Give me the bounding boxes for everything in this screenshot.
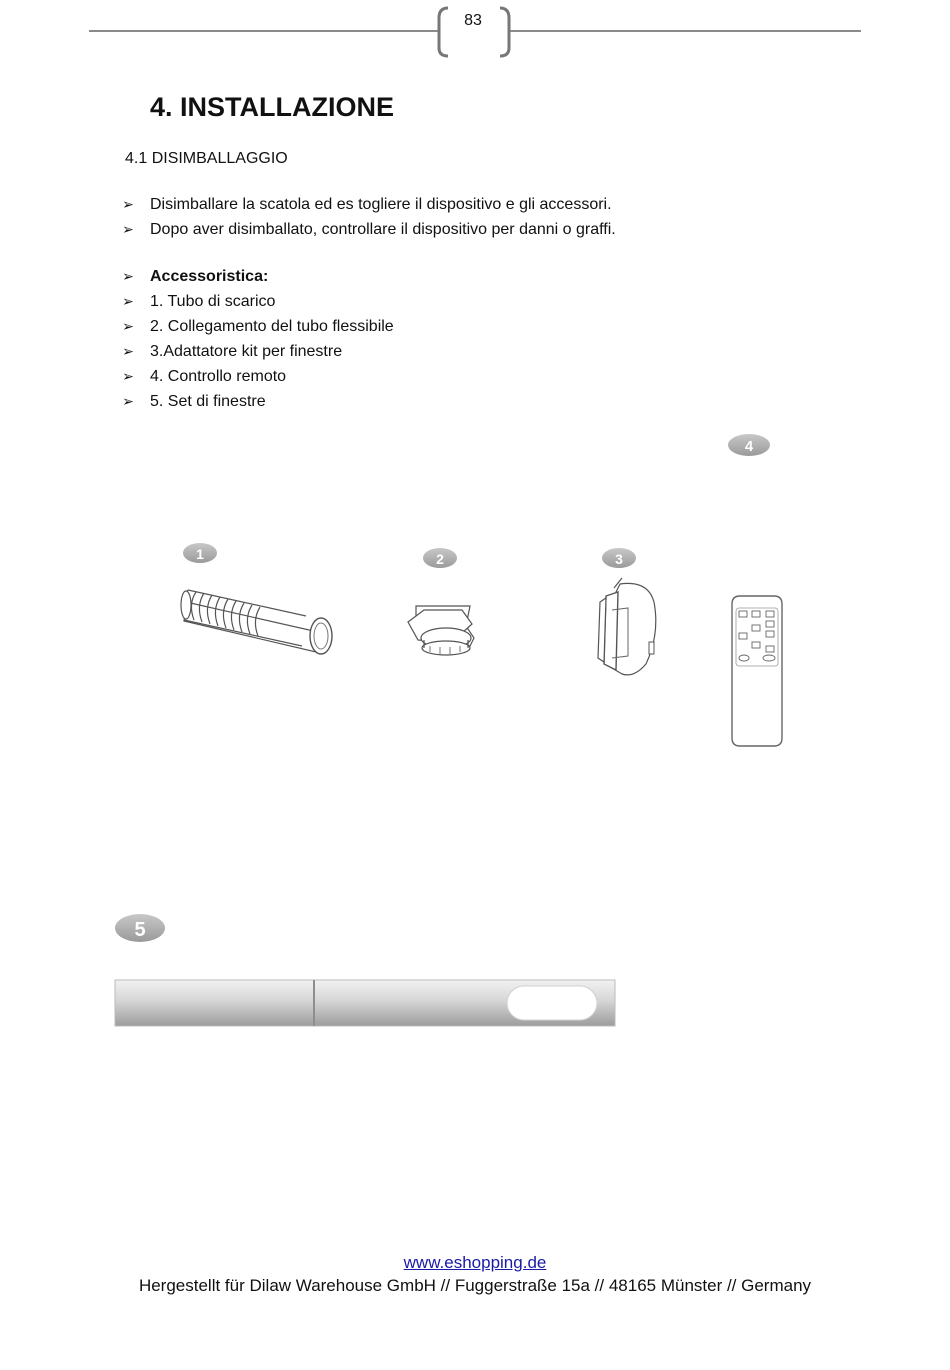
accessories-illustration xyxy=(0,420,950,1060)
arrow-bullet-icon: ➢ xyxy=(122,343,134,359)
badge-1 xyxy=(183,543,217,563)
badge-5-label: 5 xyxy=(134,919,146,941)
unpacking-steps xyxy=(118,192,616,242)
arrow-bullet-icon: ➢ xyxy=(122,293,134,309)
list-item xyxy=(118,217,616,242)
accessories-heading: Accessoristica: xyxy=(150,268,269,285)
footer-manufacturer-text: Hergestellt für Dilaw Warehouse GmbH // Fuggerstraße 15a // 48165 Münster // Germany xyxy=(138,1276,812,1295)
window-adapter-icon xyxy=(598,578,656,675)
list-item-text: 4. Controllo remoto xyxy=(150,368,287,385)
list-item xyxy=(118,314,394,339)
section-title: 4. INSTALLAZIONE xyxy=(150,92,395,122)
list-item xyxy=(118,389,394,414)
badge-3-label: 3 xyxy=(615,551,623,567)
badge-3 xyxy=(602,548,636,568)
header-rule-left xyxy=(89,30,440,32)
window-set-panel-icon xyxy=(115,980,615,1026)
arrow-bullet-icon: ➢ xyxy=(122,368,134,384)
exhaust-hose-icon xyxy=(181,590,332,654)
arrow-bullet-icon: ➢ xyxy=(122,268,134,284)
remote-control-icon xyxy=(732,596,782,746)
list-item xyxy=(118,264,394,289)
arrow-bullet-icon: ➢ xyxy=(122,393,134,409)
list-item-text: 2. Collegamento del tubo flessibile xyxy=(150,318,394,335)
badge-1-label: 1 xyxy=(196,546,204,562)
list-item xyxy=(118,339,394,364)
list-item-text: Disimballare la scatola ed es togliere il dispositivo e gli accessori. xyxy=(150,196,612,213)
arrow-bullet-icon: ➢ xyxy=(122,196,134,212)
header-rule-right xyxy=(508,30,861,32)
list-item xyxy=(118,289,394,314)
badge-2-label: 2 xyxy=(436,551,444,567)
list-item-text: Dopo aver disimballato, controllare il dispositivo per danni o graffi. xyxy=(150,221,616,238)
list-item-text: 5. Set di finestre xyxy=(150,393,266,410)
badge-5 xyxy=(115,914,165,942)
list-item-text: 1. Tubo di scarico xyxy=(150,293,276,310)
page-number: 83 xyxy=(464,12,482,29)
arrow-bullet-icon: ➢ xyxy=(122,221,134,237)
list-item xyxy=(118,192,616,217)
arrow-bullet-icon: ➢ xyxy=(122,318,134,334)
accessories-list xyxy=(118,264,394,414)
section-subtitle: 4.1 DISIMBALLAGGIO xyxy=(125,150,288,167)
badge-4-label: 4 xyxy=(744,438,754,455)
hose-connector-icon xyxy=(408,606,474,655)
badge-2 xyxy=(423,548,457,568)
footer-website-link[interactable]: www.eshopping.de xyxy=(403,1253,547,1272)
list-item xyxy=(118,364,394,389)
list-item-text: 3.Adattatore kit per finestre xyxy=(150,343,343,360)
badge-4 xyxy=(728,434,770,456)
